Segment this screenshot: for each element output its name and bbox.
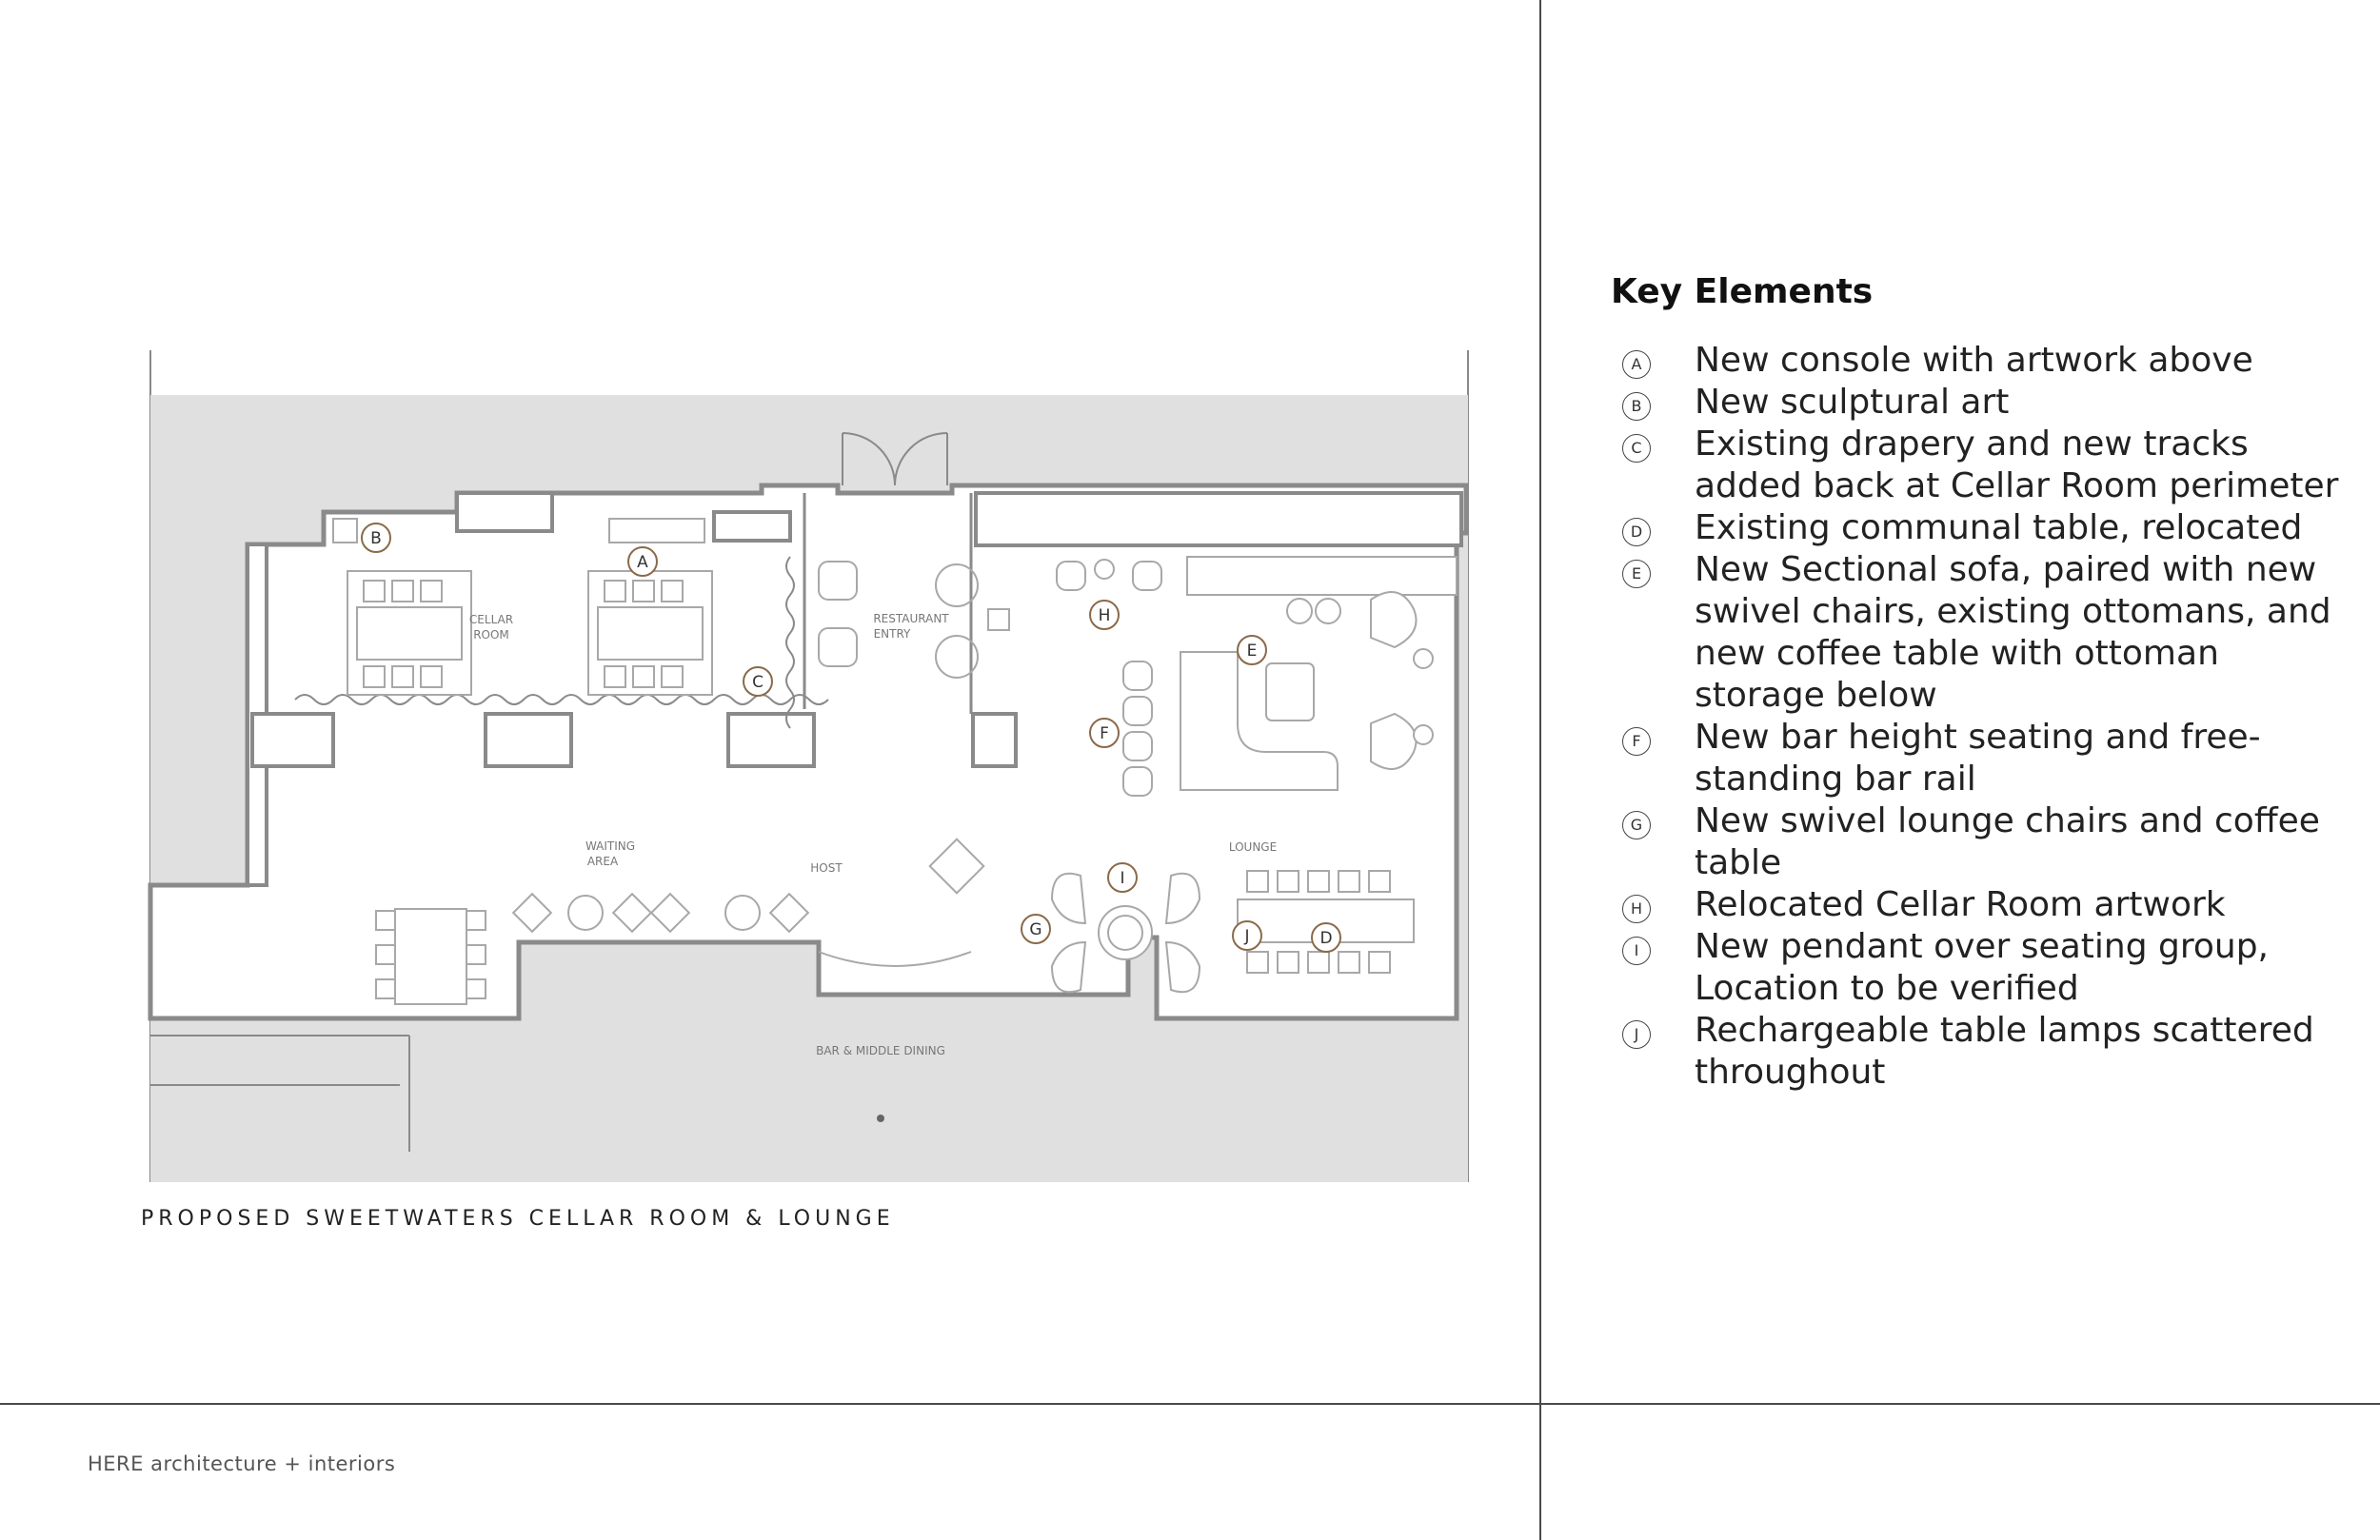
key-item-a (1622, 340, 2346, 382)
marker-e: E (1246, 642, 1258, 661)
label-restaurant-entry: RESTAURANT (873, 612, 949, 625)
marker-a: A (637, 553, 648, 572)
key-text-g: New swivel lounge chairs and coffee table (1695, 801, 2320, 882)
key-badge-h: H (1622, 895, 1651, 923)
label-bar-middle-dining: BAR & MIDDLE DINING (816, 1044, 945, 1057)
label-waiting-area: WAITING (585, 839, 636, 853)
key-badge-d: D (1622, 518, 1651, 546)
plan-caption: PROPOSED SWEETWATERS CELLAR ROOM & LOUNGE (141, 1207, 895, 1231)
floor-plan (143, 343, 1476, 1190)
marker-d: D (1319, 929, 1333, 948)
marker-b: B (370, 529, 382, 548)
communal-table (1238, 871, 1414, 973)
key-badge-f: F (1622, 727, 1651, 756)
key-badge-g: G (1622, 811, 1651, 839)
page-divider-horizontal (0, 1403, 2380, 1405)
key-item-g (1622, 800, 2346, 884)
marker-h: H (1098, 606, 1111, 625)
key-text-a: New console with artwork above (1695, 341, 2253, 380)
key-item-j (1622, 1010, 2346, 1094)
key-text-j: Rechargeable table lamps scattered throughout (1695, 1011, 2314, 1092)
key-item-b (1622, 382, 2346, 424)
marker-c: C (752, 673, 764, 692)
firm-name: HERE architecture + interiors (88, 1452, 396, 1475)
label-waiting-area-2: AREA (586, 855, 619, 868)
key-text-d: Existing communal table, relocated (1695, 508, 2303, 547)
label-cellar-room: CELLAR (468, 613, 514, 626)
key-item-d (1622, 507, 2346, 549)
key-badge-i: I (1622, 937, 1651, 965)
key-item-i (1622, 926, 2346, 1010)
key-badge-c: C (1622, 434, 1651, 463)
marker-j: J (1244, 927, 1250, 946)
key-text-b: New sculptural art (1695, 383, 2010, 422)
key-text-f: New bar height seating and free-standing bar rail (1695, 718, 2261, 799)
label-lounge: LOUNGE (1228, 840, 1278, 854)
key-badge-a: A (1622, 350, 1651, 379)
marker-i: I (1120, 869, 1125, 888)
key-legend-list (1622, 340, 2346, 1094)
key-item-h (1622, 884, 2346, 926)
key-badge-e: E (1622, 560, 1651, 588)
key-text-i: New pendant over seating group, Location to be verified (1695, 927, 2269, 1008)
key-item-e (1622, 549, 2346, 717)
label-host: HOST (810, 861, 843, 875)
key-text-e: New Sectional sofa, paired with new swivel chairs, existing ottomans, and new coffee table with ottoman storage below (1695, 550, 2331, 715)
label-cellar-room-2: ROOM (473, 628, 509, 642)
key-text-h: Relocated Cellar Room artwork (1695, 885, 2226, 924)
marker-f: F (1100, 724, 1109, 743)
key-item-f (1622, 717, 2346, 800)
key-badge-b: B (1622, 392, 1651, 421)
key-text-c: Existing drapery and new tracks added back at Cellar Room perimeter (1695, 424, 2339, 505)
key-badge-j: J (1622, 1020, 1651, 1049)
key-item-c (1622, 424, 2346, 507)
label-restaurant-entry-2: ENTRY (873, 627, 911, 641)
page-divider-vertical (1539, 0, 1541, 1540)
marker-g: G (1029, 920, 1042, 939)
key-title: Key Elements (1611, 272, 1874, 311)
